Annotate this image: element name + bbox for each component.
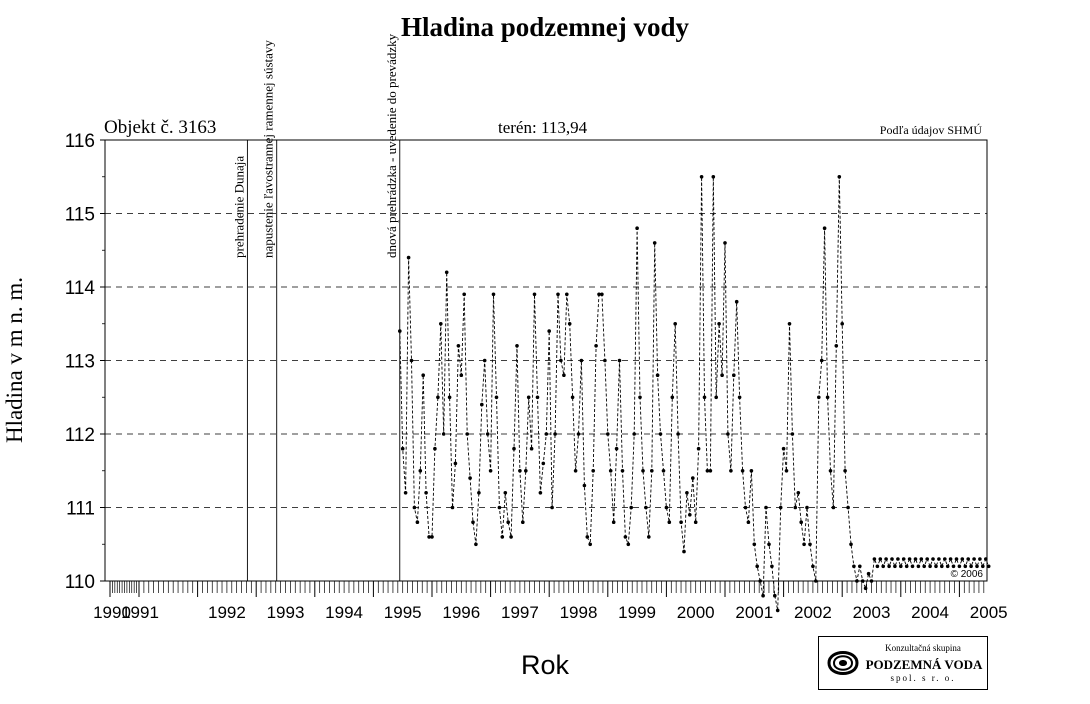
data-point <box>773 594 777 598</box>
data-point <box>480 403 484 407</box>
data-point <box>902 557 906 561</box>
data-point <box>454 462 458 466</box>
data-point <box>477 491 481 495</box>
x-tick-label: 2004 <box>911 603 950 622</box>
data-point <box>835 344 839 348</box>
data-point <box>644 506 648 510</box>
data-point <box>940 565 944 569</box>
data-point <box>609 469 613 473</box>
data-point <box>964 565 968 569</box>
company-logo <box>818 636 988 690</box>
data-point <box>430 535 434 539</box>
annotation-terrain: terén: 113,94 <box>498 118 588 137</box>
data-point <box>439 322 443 326</box>
data-point <box>712 175 716 179</box>
data-point <box>873 557 877 561</box>
data-point <box>659 432 663 436</box>
data-point <box>764 506 768 510</box>
data-point <box>574 469 578 473</box>
data-point <box>799 520 803 524</box>
x-tick-label: 2000 <box>676 603 715 622</box>
data-point <box>433 447 437 451</box>
data-point <box>905 565 909 569</box>
data-point <box>498 506 502 510</box>
x-tick-label: 2003 <box>852 603 891 622</box>
data-point <box>838 175 842 179</box>
data-point <box>580 359 584 363</box>
x-tick-label: 1998 <box>559 603 598 622</box>
data-point <box>817 396 821 400</box>
data-point <box>419 469 423 473</box>
data-point <box>961 557 965 561</box>
data-point <box>823 226 827 230</box>
data-point <box>673 322 677 326</box>
data-point <box>594 344 598 348</box>
data-point <box>899 565 903 569</box>
data-point <box>741 469 745 473</box>
data-point <box>547 329 551 333</box>
data-point <box>966 557 970 561</box>
data-point <box>515 344 519 348</box>
data-point <box>808 543 812 547</box>
data-point <box>679 520 683 524</box>
data-point <box>612 520 616 524</box>
chart-title: Hladina podzemnej vody <box>400 12 690 42</box>
data-point <box>887 565 891 569</box>
data-point <box>401 447 405 451</box>
data-point <box>536 396 540 400</box>
data-point <box>726 432 730 436</box>
data-point <box>946 565 950 569</box>
data-point <box>928 565 932 569</box>
data-point <box>618 359 622 363</box>
data-point <box>802 543 806 547</box>
data-point <box>460 373 464 377</box>
data-point <box>647 535 651 539</box>
data-point <box>489 469 493 473</box>
data-point <box>755 565 759 569</box>
data-point <box>937 557 941 561</box>
data-point <box>914 557 918 561</box>
data-point <box>700 175 704 179</box>
data-point <box>717 322 721 326</box>
data-point <box>785 469 789 473</box>
data-point <box>474 543 478 547</box>
data-point <box>934 565 938 569</box>
data-point <box>518 469 522 473</box>
data-point <box>492 293 496 297</box>
data-point <box>600 293 604 297</box>
x-tick-label: 1996 <box>442 603 481 622</box>
data-point <box>949 557 953 561</box>
data-point <box>462 293 466 297</box>
logo-sub-text: spol. s r. o. <box>890 673 956 683</box>
data-point <box>512 447 516 451</box>
x-tick-label: 1991 <box>121 603 159 622</box>
data-point <box>881 565 885 569</box>
data-point <box>846 506 850 510</box>
x-tick-label: 2002 <box>793 603 832 622</box>
x-tick-label: 1993 <box>266 603 305 622</box>
data-point <box>884 557 888 561</box>
data-point <box>958 565 962 569</box>
data-point <box>641 469 645 473</box>
x-tick-label: 1990 <box>93 603 131 622</box>
data-point <box>509 535 513 539</box>
data-point <box>843 469 847 473</box>
data-point <box>653 241 657 245</box>
data-point <box>413 506 417 510</box>
data-point <box>714 396 718 400</box>
series-trace <box>398 175 991 612</box>
data-point <box>797 491 801 495</box>
data-point <box>621 469 625 473</box>
data-point <box>767 543 771 547</box>
data-point <box>829 469 833 473</box>
data-point <box>665 506 669 510</box>
data-point <box>688 513 692 517</box>
data-point <box>586 535 590 539</box>
data-point <box>952 565 956 569</box>
data-point <box>791 432 795 436</box>
data-point <box>504 491 508 495</box>
data-point <box>858 565 862 569</box>
data-point <box>676 432 680 436</box>
data-point <box>556 293 560 297</box>
data-point <box>978 557 982 561</box>
x-axis-ticks <box>93 581 1008 622</box>
y-tick-label: 116 <box>64 131 95 152</box>
data-point <box>404 491 408 495</box>
data-point <box>442 432 446 436</box>
data-point <box>703 396 707 400</box>
data-point <box>638 396 642 400</box>
data-point <box>879 557 883 561</box>
data-point <box>685 491 689 495</box>
data-point <box>925 557 929 561</box>
data-point <box>931 557 935 561</box>
y-tick-label: 112 <box>64 425 95 446</box>
data-point <box>568 322 572 326</box>
data-point <box>445 271 449 275</box>
data-point <box>691 476 695 480</box>
data-point <box>893 565 897 569</box>
data-point <box>650 469 654 473</box>
data-point <box>981 565 985 569</box>
data-point <box>471 520 475 524</box>
data-point <box>451 506 455 510</box>
data-point <box>577 432 581 436</box>
data-point <box>421 373 425 377</box>
data-point <box>539 491 543 495</box>
data-point <box>776 609 780 613</box>
data-point <box>744 506 748 510</box>
data-point <box>565 293 569 297</box>
data-point <box>448 396 452 400</box>
data-point <box>550 506 554 510</box>
data-point <box>588 543 592 547</box>
x-axis-label: Rok <box>520 650 570 680</box>
data-point <box>849 543 853 547</box>
data-point <box>876 565 880 569</box>
data-point <box>407 256 411 260</box>
data-point <box>922 565 926 569</box>
data-point <box>468 476 472 480</box>
data-point <box>969 565 973 569</box>
data-point <box>615 447 619 451</box>
data-point <box>635 226 639 230</box>
data-point <box>632 432 636 436</box>
data-point <box>668 520 672 524</box>
x-tick-label: 2001 <box>735 603 774 622</box>
data-point <box>542 462 546 466</box>
data-point <box>545 432 549 436</box>
data-point <box>720 373 724 377</box>
data-point <box>483 359 487 363</box>
data-point <box>697 447 701 451</box>
data-point <box>671 396 675 400</box>
data-point <box>972 557 976 561</box>
data-point <box>770 565 774 569</box>
data-point <box>416 520 420 524</box>
data-point <box>709 469 713 473</box>
annotation-source: Podľa údajov SHMÚ <box>879 123 982 137</box>
data-point <box>562 373 566 377</box>
x-tick-label: 2005 <box>969 603 1008 622</box>
data-point <box>398 329 402 333</box>
logo-top-text: Konzultačná skupina <box>885 643 961 653</box>
y-axis-label: Hladina v m n. m. <box>2 276 27 444</box>
data-point <box>486 432 490 436</box>
data-point <box>911 565 915 569</box>
y-tick-label: 114 <box>64 278 95 299</box>
annotation-object: Objekt č. 3163 <box>104 117 217 138</box>
series-line <box>400 177 989 611</box>
data-point <box>761 594 765 598</box>
data-point <box>521 520 525 524</box>
data-point <box>682 550 686 554</box>
data-point <box>867 572 871 576</box>
y-axis-ticks <box>65 131 105 593</box>
y-tick-label: 111 <box>66 498 95 520</box>
data-point <box>495 396 499 400</box>
data-point <box>943 557 947 561</box>
data-point <box>917 565 921 569</box>
data-point <box>530 447 534 451</box>
x-tick-label: 1997 <box>500 603 539 622</box>
data-point <box>533 293 537 297</box>
data-point <box>955 557 959 561</box>
data-point <box>826 396 830 400</box>
data-point <box>571 396 575 400</box>
event-label: dnová prehrádzka - uvedenie do prevádzky <box>383 33 399 258</box>
data-point <box>662 469 666 473</box>
data-point <box>694 520 698 524</box>
data-point <box>732 373 736 377</box>
data-point <box>524 469 528 473</box>
data-point <box>975 565 979 569</box>
data-point <box>852 565 856 569</box>
data-point <box>920 557 924 561</box>
data-point <box>750 469 754 473</box>
data-point <box>788 322 792 326</box>
data-point <box>656 373 660 377</box>
data-point <box>908 557 912 561</box>
data-point <box>890 557 894 561</box>
x-tick-label: 1995 <box>383 603 422 622</box>
data-point <box>410 359 414 363</box>
data-point <box>424 491 428 495</box>
data-point <box>457 344 461 348</box>
event-markers <box>231 33 399 581</box>
data-point <box>553 432 557 436</box>
data-point <box>506 520 510 524</box>
data-point <box>811 565 815 569</box>
x-tick-label: 1992 <box>207 603 246 622</box>
data-point <box>820 359 824 363</box>
data-point <box>591 469 595 473</box>
data-point <box>896 557 900 561</box>
data-point <box>583 484 587 488</box>
data-point <box>832 506 836 510</box>
data-point <box>779 506 783 510</box>
data-point <box>606 432 610 436</box>
annotation-copyright: © 2006 <box>950 569 983 580</box>
data-point <box>805 506 809 510</box>
logo-brand-text: PODZEMNÁ VODA <box>865 657 983 672</box>
data-point <box>624 535 628 539</box>
data-point <box>436 396 440 400</box>
data-point <box>501 535 505 539</box>
data-point <box>747 520 751 524</box>
event-label: napustenie ľavostrannej ramennej sústavy <box>260 40 276 258</box>
data-point <box>840 322 844 326</box>
data-point <box>465 432 469 436</box>
data-point <box>629 506 633 510</box>
y-tick-label: 113 <box>64 351 95 373</box>
event-label: prehradenie Dunaja <box>231 155 247 258</box>
data-point <box>782 447 786 451</box>
data-point <box>738 396 742 400</box>
x-tick-label: 1994 <box>325 603 364 622</box>
data-point <box>794 506 798 510</box>
logo-mark-icon <box>825 643 861 683</box>
data-point <box>753 543 757 547</box>
data-point <box>723 241 727 245</box>
data-point <box>559 359 563 363</box>
data-point <box>735 300 739 304</box>
data-point <box>603 359 607 363</box>
x-tick-label: 1999 <box>618 603 657 622</box>
data-point <box>729 469 733 473</box>
y-tick-label: 115 <box>64 204 95 226</box>
data-point <box>527 396 531 400</box>
y-tick-label: 110 <box>64 572 95 593</box>
data-point <box>627 543 631 547</box>
